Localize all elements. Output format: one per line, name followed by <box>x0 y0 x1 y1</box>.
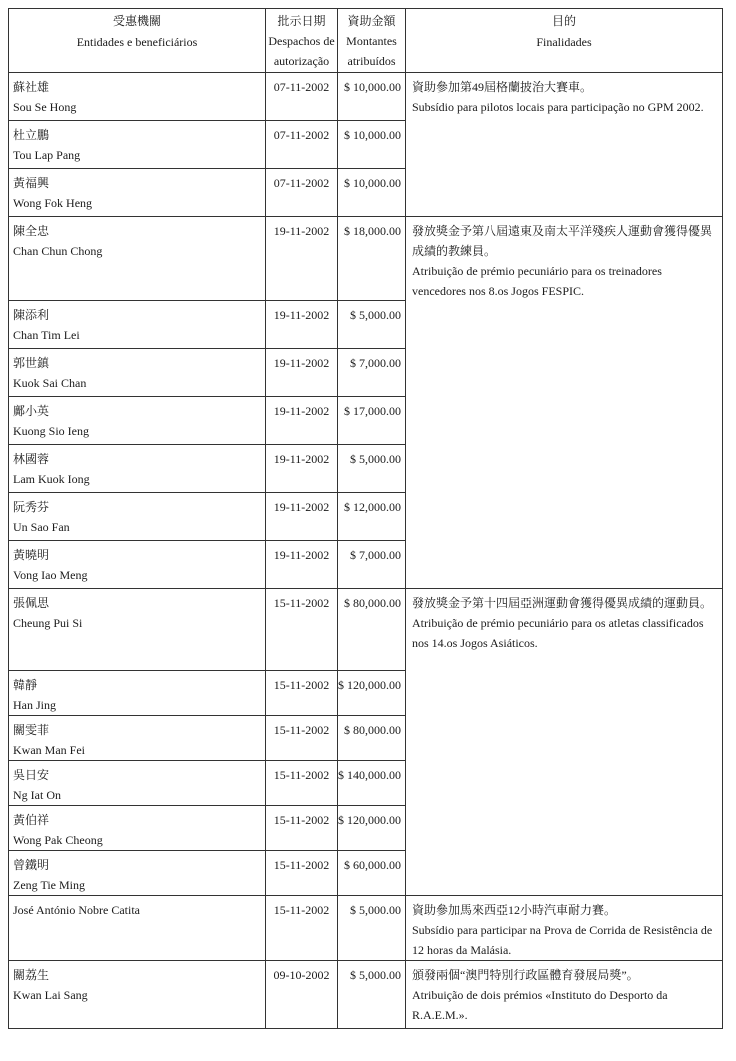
beneficiary-name-zh: 黃伯祥 <box>13 813 50 827</box>
beneficiary-cell <box>9 589 266 671</box>
date-cell: 19-11-2002 <box>266 445 338 493</box>
beneficiary-name-zh: 曾鐵明 <box>13 858 50 872</box>
amount-cell: $ 7,000.00 <box>338 349 406 397</box>
purpose-pt: Subsídio para pilotos locais para participação no GPM 2002. <box>412 100 704 114</box>
purpose-cell <box>406 217 723 589</box>
amount-cell: $ 120,000.00 <box>338 806 406 851</box>
date-cell: 19-11-2002 <box>266 301 338 349</box>
header-date <box>266 9 338 73</box>
subsidy-table <box>8 8 723 1029</box>
beneficiary-cell <box>9 806 266 851</box>
amount-cell: $ 60,000.00 <box>338 851 406 896</box>
purpose-pt: Subsídio para participar na Prova de Corrida de Resistência de 12 horas da Malásia. <box>412 923 713 957</box>
date-cell: 19-11-2002 <box>266 349 338 397</box>
beneficiary-name-zh: 關雯菲 <box>13 723 50 737</box>
date-cell: 15-11-2002 <box>266 851 338 896</box>
purpose-zh: 頒發兩個“澳門特別行政區體育發展局獎”。 <box>412 968 639 982</box>
date-cell: 19-11-2002 <box>266 493 338 541</box>
date-cell: 19-11-2002 <box>266 541 338 589</box>
purpose-zh: 資助參加第49屆格蘭披治大賽車。 <box>412 80 593 94</box>
amount-cell: $ 80,000.00 <box>338 716 406 761</box>
date-cell: 15-11-2002 <box>266 761 338 806</box>
beneficiary-name-zh: 韓靜 <box>13 678 38 692</box>
table-header-row <box>9 9 723 73</box>
beneficiary-cell <box>9 851 266 896</box>
date-cell: 07-11-2002 <box>266 169 338 217</box>
table-row <box>9 217 723 301</box>
beneficiary-name-pt: Han Jing <box>13 698 56 712</box>
beneficiary-name-pt: Kwan Man Fei <box>13 743 85 757</box>
beneficiary-cell <box>9 716 266 761</box>
header-amount-pt1: Montantes <box>346 34 397 48</box>
purpose-zh: 發放獎金予第十四屆亞洲運動會獲得優異成績的運動員。 <box>412 596 713 610</box>
purpose-zh: 發放獎金予第八屆遠東及南太平洋殘疾人運動會獲得優異成績的教練員。 <box>412 224 713 258</box>
beneficiary-name-zh: 鄺小英 <box>13 404 50 418</box>
amount-cell: $ 5,000.00 <box>338 445 406 493</box>
header-purpose-zh: 目的 <box>551 14 576 28</box>
table-row <box>9 589 723 671</box>
beneficiary-name-zh: 關荔生 <box>13 968 50 982</box>
beneficiary-name-zh: 黃曉明 <box>13 548 50 562</box>
beneficiary-name-pt: Cheung Pui Si <box>13 616 83 630</box>
date-cell: 19-11-2002 <box>266 397 338 445</box>
amount-cell: $ 5,000.00 <box>338 961 406 1029</box>
purpose-pt: Atribuição de prémio pecuniário para os treinadores vencedores nos 8.os Jogos FESPIC. <box>412 264 662 298</box>
header-amount-pt2: atribuídos <box>347 54 396 68</box>
beneficiary-name-pt: Kwan Lai Sang <box>13 988 88 1002</box>
date-cell: 15-11-2002 <box>266 671 338 716</box>
purpose-pt: Atribuição de dois prémios «Instituto do Desporto da R.A.E.M.». <box>412 988 668 1022</box>
purpose-zh: 資助參加馬來西亞12小時汽車耐力賽。 <box>412 903 617 917</box>
table-row <box>9 961 723 1029</box>
purpose-pt: Atribuição de prémio pecuniário para os atletas classificados nos 14.os Jogos Asiáticos. <box>412 616 704 650</box>
beneficiary-name-zh: 黃福興 <box>13 176 50 190</box>
beneficiary-cell <box>9 541 266 589</box>
header-purpose-pt: Finalidades <box>536 35 592 49</box>
amount-cell: $ 80,000.00 <box>338 589 406 671</box>
beneficiary-cell <box>9 121 266 169</box>
header-beneficiaries-zh: 受惠機關 <box>112 14 161 28</box>
amount-cell: $ 18,000.00 <box>338 217 406 301</box>
amount-cell: $ 120,000.00 <box>338 671 406 716</box>
header-amount <box>338 9 406 73</box>
beneficiary-name-zh: 杜立鵬 <box>13 128 50 142</box>
beneficiary-cell <box>9 761 266 806</box>
beneficiary-name-zh: 陳添利 <box>13 308 50 322</box>
beneficiary-cell <box>9 445 266 493</box>
header-beneficiaries <box>9 9 266 73</box>
purpose-cell <box>406 589 723 896</box>
date-cell: 07-11-2002 <box>266 121 338 169</box>
beneficiary-name-zh: 林國蓉 <box>13 452 50 466</box>
table-row <box>9 73 723 121</box>
beneficiary-cell <box>9 961 266 1029</box>
header-date-zh: 批示日期 <box>277 14 326 28</box>
beneficiary-cell <box>9 493 266 541</box>
header-date-pt1: Despachos de <box>268 34 335 48</box>
date-cell: 19-11-2002 <box>266 217 338 301</box>
amount-cell: $ 140,000.00 <box>338 761 406 806</box>
beneficiary-cell <box>9 671 266 716</box>
beneficiary-cell <box>9 217 266 301</box>
amount-cell: $ 12,000.00 <box>338 493 406 541</box>
date-cell: 15-11-2002 <box>266 589 338 671</box>
amount-cell: $ 5,000.00 <box>338 896 406 961</box>
beneficiary-name-zh: 吳日安 <box>13 768 50 782</box>
beneficiary-name-pt: Ng Iat On <box>13 788 61 802</box>
beneficiary-name-pt: Tou Lap Pang <box>13 148 81 162</box>
beneficiary-name-zh: 張佩思 <box>13 596 50 610</box>
header-amount-zh: 資助金額 <box>347 14 396 28</box>
date-cell: 09-10-2002 <box>266 961 338 1029</box>
beneficiary-name-pt: Lam Kuok Iong <box>13 472 90 486</box>
date-cell: 07-11-2002 <box>266 73 338 121</box>
header-date-pt2: autorização <box>273 54 330 68</box>
beneficiary-name-zh: 陳全忠 <box>13 224 50 238</box>
amount-cell: $ 10,000.00 <box>338 73 406 121</box>
header-purpose <box>406 9 723 73</box>
beneficiary-name-pt: Kuok Sai Chan <box>13 376 87 390</box>
beneficiary-cell <box>9 301 266 349</box>
header-beneficiaries-pt: Entidades e beneficiários <box>76 35 198 49</box>
amount-cell: $ 10,000.00 <box>338 169 406 217</box>
amount-cell: $ 5,000.00 <box>338 301 406 349</box>
date-cell: 15-11-2002 <box>266 896 338 961</box>
table-row <box>9 896 723 961</box>
beneficiary-name-pt: José António Nobre Catita <box>13 903 140 917</box>
beneficiary-name-pt: Vong Iao Meng <box>13 568 88 582</box>
purpose-cell <box>406 961 723 1029</box>
amount-cell: $ 17,000.00 <box>338 397 406 445</box>
beneficiary-cell <box>9 73 266 121</box>
beneficiary-name-pt: Zeng Tie Ming <box>13 878 86 892</box>
beneficiary-cell <box>9 896 266 961</box>
amount-cell: $ 7,000.00 <box>338 541 406 589</box>
date-cell: 15-11-2002 <box>266 806 338 851</box>
beneficiary-cell <box>9 169 266 217</box>
beneficiary-name-pt: Sou Se Hong <box>13 100 77 114</box>
purpose-cell <box>406 73 723 217</box>
beneficiary-cell <box>9 397 266 445</box>
purpose-cell <box>406 896 723 961</box>
beneficiary-cell <box>9 349 266 397</box>
beneficiary-name-pt: Chan Tim Lei <box>13 328 80 342</box>
beneficiary-name-pt: Kuong Sio Ieng <box>13 424 89 438</box>
beneficiary-name-pt: Chan Chun Chong <box>13 244 103 258</box>
beneficiary-name-zh: 郭世鎮 <box>13 356 50 370</box>
beneficiary-name-zh: 蘇社雄 <box>13 80 50 94</box>
beneficiary-name-zh: 阮秀芬 <box>13 500 50 514</box>
date-cell: 15-11-2002 <box>266 716 338 761</box>
amount-cell: $ 10,000.00 <box>338 121 406 169</box>
beneficiary-name-pt: Un Sao Fan <box>13 520 70 534</box>
beneficiary-name-pt: Wong Fok Heng <box>13 196 93 210</box>
beneficiary-name-pt: Wong Pak Cheong <box>13 833 103 847</box>
